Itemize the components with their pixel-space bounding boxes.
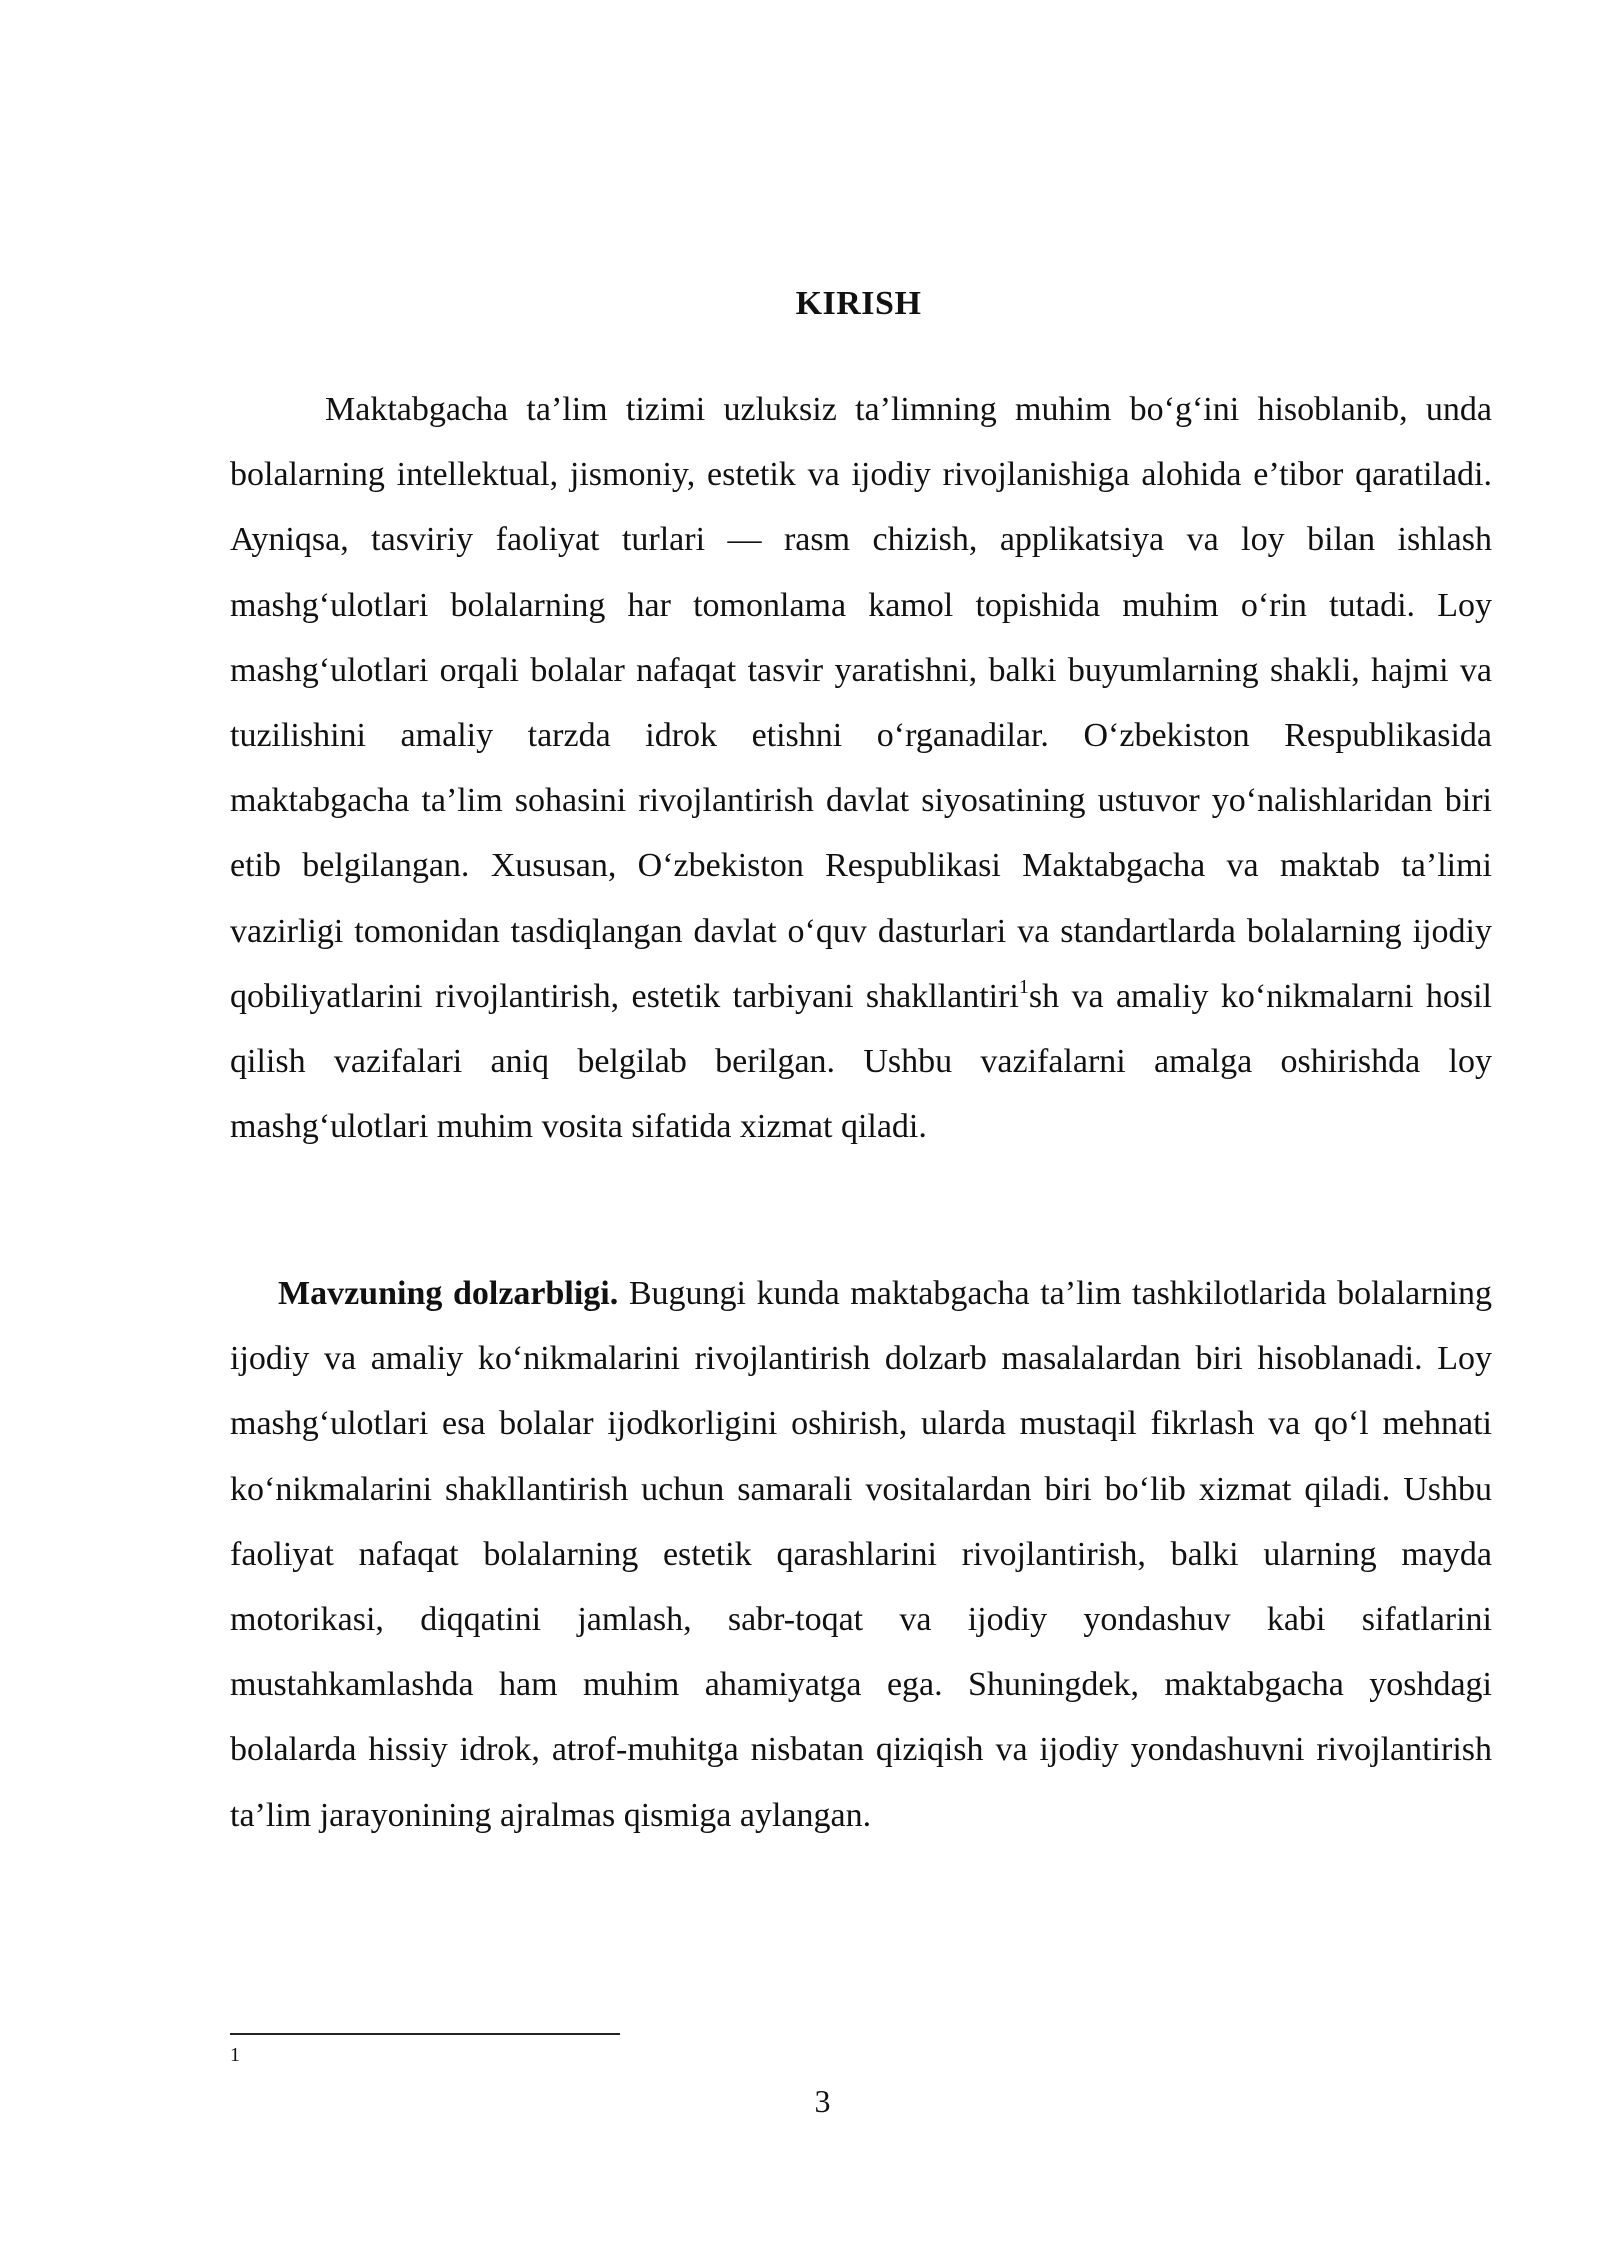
footnote-separator <box>230 2033 620 2035</box>
footnote-reference[interactable]: 1 <box>1018 975 1029 998</box>
relevance-text: Bugungi kunda maktabgacha ta’lim tashkilotlarida bolalarning ijodiy va amaliy ko‘nikmalarini rivojlantirish dolzarb masalalardan biri hisoblanadi. Loy mashg‘ulotlari esa bolalar ijodkorligini oshirish, ularda mustaqil fikrlash va qo‘l mehnati ko‘nikmalarini shakllantirish uchun samarali vositalardan biri bo‘lib xizmat qiladi. Ushbu faoliyat nafaqat bolalarning estetik qarashlarini rivojlantirish, balki ularning mayda motorikasi, diqqatini jamlash, sabr-toqat va ijodiy yondashuv kabi sifatlarini mustahkamlashda ham muhim ahamiyatga ega. Shuningdek, maktabgacha yoshdagi bolalarda hissiy idrok, atrof-muhitga nisbatan qiziqish va ijodiy yondashuvni rivojlantirish ta’lim jarayonining ajralmas qismiga aylangan. <box>230 1275 1492 1834</box>
intro-text-part-1: Maktabgacha ta’lim tizimi uzluksiz ta’limning muhim bo‘g‘ini hisoblanib, unda bolalarning intellektual, jismoniy, estetik va ijodiy rivojlanishiga alohida e’tibor qaratiladi. Ayniqsa, tasviriy faoliyat turlari — rasm chizish, applikatsiya va loy bilan ishlash mashg‘ulotlari bolalarning har tomonlama kamol topishida muhim o‘rin tutadi. Loy mashg‘ulotlari orqali bolalar nafaqat tasvir yaratishni, balki buyumlarning shakli, hajmi va tuzilishini amaliy tarzda idrok etishni o‘rganadilar. O‘zbekiston Respublikasida maktabgacha ta’lim sohasini rivojlantirish davlat siyosatining ustuvor yo‘nalishlaridan biri etib belgilangan. Xususan, O‘zbekiston Respublikasi Maktabgacha va maktab ta’limi vazirligi tomonidan tasdiqlangan davlat o‘quv dasturlari va standartlarda bolalarning ijodiy qobiliyatlarini rivojlantirish, estetik tarbiyani shakllantiri <box>230 391 1492 1015</box>
intro-paragraph <box>230 377 1492 1159</box>
intro-text-part-2: sh va amaliy ko‘nikmalarni hosil qilish vazifalari aniq belgilab berilgan. Ushbu vazifalarni amalga oshirishda loy mashg‘ulotlari muhim vosita sifatida xizmat qiladi. <box>230 977 1492 1146</box>
section-heading: KIRISH <box>795 285 922 322</box>
relevance-lead: Mavzuning dolzarbligi. <box>278 1275 619 1312</box>
footnote-number: 1 <box>230 2044 240 2066</box>
relevance-paragraph <box>230 1261 1492 1848</box>
page-number: 3 <box>814 2083 831 2119</box>
